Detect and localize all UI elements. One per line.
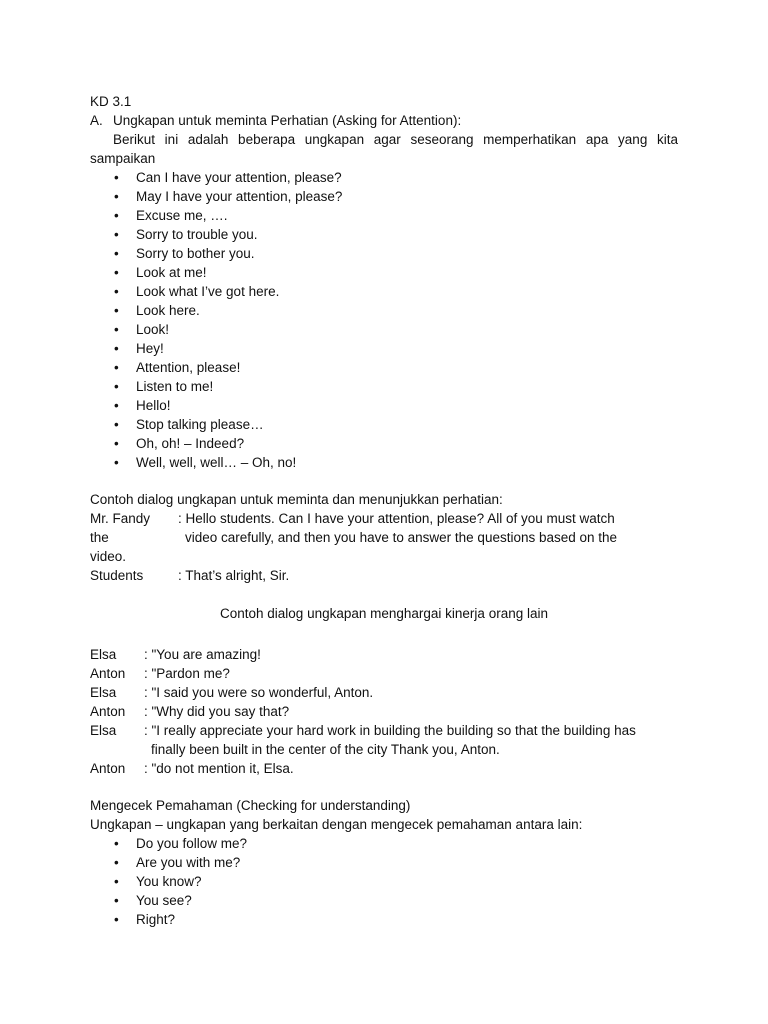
list-item [90,339,678,358]
bullet-icon: • [114,170,119,185]
checking-title: Mengecek Pemahaman (Checking for understanding) [90,798,411,813]
list-item [90,396,678,415]
bullet-icon: • [114,436,119,451]
line-prefix: the [90,530,109,545]
list-item-text: You see? [136,893,192,908]
dialog-line [90,721,678,740]
list-item-text: You know? [136,874,202,889]
bullet-icon: • [114,836,119,851]
speaker: Mr. Fandy [90,511,151,526]
list-item-text: Can I have your attention, please? [136,170,342,185]
list-item [90,263,678,282]
list-item-text: Right? [136,912,176,927]
bullet-icon: • [114,360,119,375]
dialog-2-title: Contoh dialog ungkapan menghargai kinerja orang lain [220,606,548,621]
list-item-text: Are you with me? [136,855,241,870]
bullet-icon: • [114,303,119,318]
list-item [90,415,678,434]
bullet-icon: • [114,227,119,242]
dialog-line [90,740,678,759]
list-item [90,301,678,320]
list-item [90,206,678,225]
dialog-text: video carefully, and then you have to answer the questions based on the [185,530,618,545]
list-item-text: Attention, please! [136,360,241,375]
intro-line-2: sampaikan [90,151,156,166]
speaker: Elsa [90,723,117,738]
dialog-text: : "I said you were so wonderful, Anton. [144,685,374,700]
list-item [90,872,678,891]
bullet-icon: • [114,912,119,927]
bullet-icon: • [114,341,119,356]
bullet-icon: • [114,246,119,261]
list-item-text: Sorry to bother you. [136,246,255,261]
list-item [90,853,678,872]
list-item [90,320,678,339]
list-item [90,225,678,244]
list-item-text: Stop talking please… [136,417,264,432]
bullet-icon: • [114,417,119,432]
section-a [90,92,678,472]
list-item [90,834,678,853]
dialog-line [90,683,678,702]
dialog-2 [90,645,678,778]
bullet-icon: • [114,398,119,413]
bullet-icon: • [114,322,119,337]
list-item-text: Listen to me! [136,379,214,394]
dialog-text: : "Why did you say that? [144,704,290,719]
speaker: Elsa [90,685,117,700]
list-item [90,244,678,263]
bullet-icon: • [114,265,119,280]
dialog-text: : That’s alright, Sir. [178,568,290,583]
list-item-text: Oh, oh! – Indeed? [136,436,245,451]
dialog-text: : "I really appreciate your hard work in building the building so that the building has [144,723,636,738]
bullet-icon: • [114,455,119,470]
section-title-text: Ungkapan untuk meminta Perhatian (Asking for Attention): [113,113,462,128]
dialog-text: : Hello students. Can I have your attention, please? All of you must watch [178,511,615,526]
dialog-line [90,702,678,721]
list-item-text: Excuse me, …. [136,208,228,223]
list-item-text: Hello! [136,398,171,413]
checking-list [90,834,678,929]
dialog-1 [90,490,678,585]
dialog-text: : "You are amazing! [144,647,261,662]
bullet-icon: • [114,284,119,299]
dialog-text: finally been built in the center of the city Thank you, Anton. [151,742,500,757]
dialog-line [90,664,678,683]
list-item-text: Hey! [136,341,164,356]
list-item [90,434,678,453]
bullet-icon: • [114,855,119,870]
speaker: Anton [90,704,126,719]
bullet-icon: • [114,874,119,889]
list-item [90,282,678,301]
intro-line: Berikut ini adalah beberapa ungkapan agar seseorang memperhatikan apa yang kita [113,132,678,147]
section-a-title [90,111,678,130]
dialog-line [90,759,678,778]
list-item-text: Look what I’ve got here. [136,284,280,299]
attention-list [90,168,678,472]
bullet-icon: • [114,208,119,223]
dialog-text: : "Pardon me? [144,666,230,681]
list-item-text: Look! [136,322,170,337]
bullet-icon: • [114,893,119,908]
list-item-text: Look here. [136,303,200,318]
bullet-icon: • [114,379,119,394]
list-item [90,358,678,377]
list-item-text: May I have your attention, please? [136,189,343,204]
dialog-1-title: Contoh dialog ungkapan untuk meminta dan menunjukkan perhatian: [90,492,503,507]
list-item [90,187,678,206]
list-item [90,453,678,472]
checking-section [90,796,678,929]
list-item [90,910,678,929]
speaker: Anton [90,761,126,776]
list-item-text: Well, well, well… – Oh, no! [136,455,297,470]
list-item-text: Look at me! [136,265,207,280]
heading: KD 3.1 [90,94,132,109]
list-item [90,377,678,396]
list-item [90,891,678,910]
speaker: Elsa [90,647,117,662]
list-item-text: Do you follow me? [136,836,248,851]
list-item [90,168,678,187]
section-marker: A. [90,113,103,128]
speaker: Anton [90,666,126,681]
dialog-line [90,645,678,664]
speaker: Students [90,568,144,583]
bullet-icon: • [114,189,119,204]
checking-intro: Ungkapan – ungkapan yang berkaitan dengan mengecek pemahaman antara lain: [90,817,583,832]
dialog-text: : "do not mention it, Elsa. [144,761,294,776]
dialog-text: video. [90,549,127,564]
list-item-text: Sorry to trouble you. [136,227,258,242]
